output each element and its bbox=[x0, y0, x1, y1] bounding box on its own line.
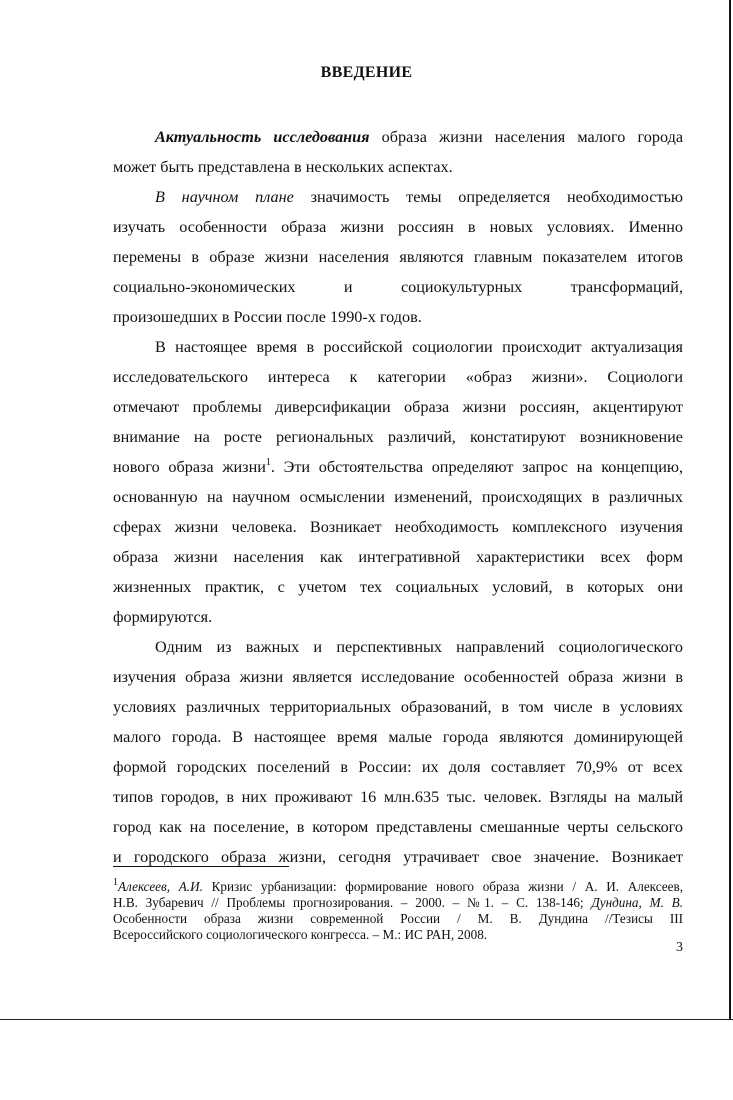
text-run: . Эти обстоятельства определяют запрос на концепцию, bbox=[270, 458, 683, 476]
footnote-line-1 bbox=[113, 876, 683, 895]
paragraph-3-line-7: сферах жизни человека. Возникает необходимость комплексного изучения bbox=[113, 518, 683, 536]
paragraph-3-line-6: основанную на научном осмыслении изменений, происходящих в различных bbox=[113, 488, 683, 506]
paragraph-3-line-1: В настоящее время в российской социологии происходит актуализация bbox=[155, 338, 683, 356]
footnote-line-2 bbox=[113, 895, 683, 911]
footnote-reference: 1 bbox=[265, 456, 271, 468]
paragraph-4-line-8: и городского образа жизни, сегодня утрачивает свое значение. Возникает bbox=[113, 848, 683, 866]
text-run: Н.В. Зубаревич // Проблемы прогнозирования. – 2000. – №1. – С. 138-146; bbox=[113, 895, 592, 910]
paragraph-4-line-5: формой городских поселений в России: их доля составляет 70,9% от всех bbox=[113, 758, 683, 776]
paragraph-3-line-10: формируются. bbox=[113, 608, 213, 626]
paragraph-2-line-1 bbox=[155, 187, 683, 207]
text-run: Кризис урбанизации: формирование нового образа жизни / А. И. Алексеев, bbox=[202, 879, 683, 894]
paragraph-1-line-1 bbox=[155, 127, 683, 147]
paragraph-2-line-4: социально-экономических и социокультурных трансформаций, bbox=[113, 278, 683, 296]
footnote-author-1: Алексеев, А.И. bbox=[118, 879, 203, 894]
footnote-line-3: Особенности образа жизни современной России / М. В. Дундина //Тезисы III bbox=[113, 911, 683, 926]
text-run: значимость темы определяется необходимостью bbox=[293, 188, 683, 206]
paragraph-3-line-4: внимание на росте региональных различий, констатируют возникновение bbox=[113, 428, 683, 446]
footnote-separator bbox=[113, 866, 289, 867]
paragraph-4-line-1: Одним из важных и перспективных направлений социологического bbox=[155, 638, 683, 656]
relevance-heading: Актуальность исследования bbox=[155, 128, 370, 146]
paragraph-4-line-3: условиях различных территориальных образований, в том числе в условиях bbox=[113, 698, 683, 716]
page-edge-bottom bbox=[0, 1019, 733, 1020]
page-number: 3 bbox=[676, 940, 683, 955]
paragraph-3-line-2: исследовательского интереса к категории «образ жизни». Социологи bbox=[113, 368, 683, 386]
page-edge-right bbox=[729, 0, 731, 1020]
paragraph-1-line-2: может быть представлена в нескольких аспектах. bbox=[113, 158, 453, 176]
paragraph-3-line-9: жизненных практик, с учетом тех социальных условий, в которых они bbox=[113, 578, 683, 596]
paragraph-4-line-7: город как на поселение, в котором представлены смешанные черты сельского bbox=[113, 818, 683, 836]
paragraph-3-line-8: образа жизни населения как интегративной характеристики всех форм bbox=[113, 548, 683, 566]
paragraph-4-line-4: малого города. В настоящее время малые города являются доминирующей bbox=[113, 728, 683, 746]
page-title: ВВЕДЕНИЕ bbox=[320, 64, 413, 81]
text-run: образа жизни населения малого города bbox=[369, 128, 683, 146]
footnote-line-4: Всероссийского социологического конгресса. – М.: ИС РАН, 2008. bbox=[113, 927, 488, 942]
paragraph-3-line-5 bbox=[113, 457, 683, 477]
paragraph-2-line-3: перемены в образе жизни населения являются главным показателем итогов bbox=[113, 248, 683, 266]
text-run: нового образа жизни bbox=[113, 458, 266, 476]
paragraph-2-line-2: изучать особенности образа жизни россиян в новых условиях. Именно bbox=[113, 218, 683, 236]
paragraph-3-line-3: отмечают проблемы диверсификации образа жизни россиян, акцентируют bbox=[113, 398, 683, 416]
footnote-mark: 1 bbox=[113, 876, 118, 888]
paragraph-2-line-5: произошедших в России после 1990-х годов. bbox=[113, 308, 422, 326]
footnote-author-2: Дундина, М. В. bbox=[591, 895, 683, 910]
paragraph-4-line-6: типов городов, в них проживают 16 млн.635 тыс. человек. Взгляды на малый bbox=[113, 788, 683, 806]
scientific-plan-heading: В научном плане bbox=[155, 188, 294, 206]
paragraph-4-line-2: изучения образа жизни является исследование особенностей образа жизни в bbox=[113, 668, 683, 686]
